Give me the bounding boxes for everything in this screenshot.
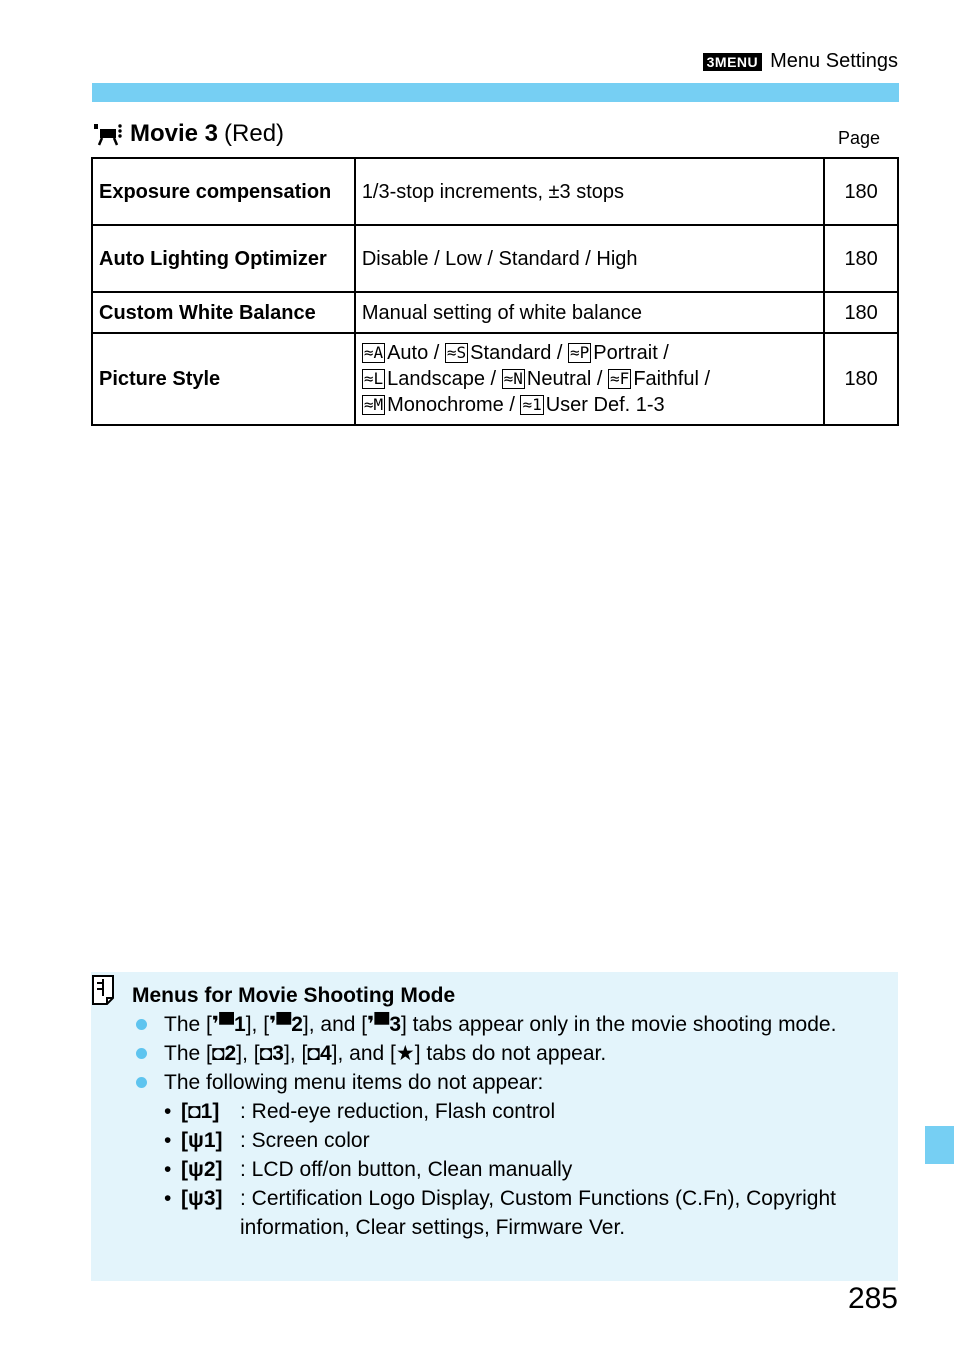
setup-tab-icon: [ψ2]: [181, 1158, 223, 1181]
bullet-icon: [136, 1048, 147, 1059]
style-name: User Def. 1-3: [545, 394, 665, 416]
page-ref: 180: [824, 158, 898, 225]
setup-tab-icon: [ψ3]: [181, 1187, 223, 1210]
movie-tab-icon: ❜▀: [269, 1013, 292, 1036]
list-item: The [❜▀1], [❜▀2], and [❜▀3] tabs appear only in the movie shooting mode.: [91, 1010, 898, 1039]
setting-value: Manual setting of white balance: [355, 292, 824, 333]
list-item: The following menu items do not appear:: [91, 1068, 898, 1097]
section-title: [92, 120, 284, 148]
settings-table: [91, 157, 899, 426]
style-name: Standard: [470, 342, 552, 364]
page-number: 285: [847, 1282, 898, 1315]
picture-style-portrait-icon: ≈P: [570, 343, 590, 362]
setting-label: Auto Lighting Optimizer: [92, 225, 355, 292]
setting-value: Disable / Low / Standard / High: [355, 225, 824, 292]
star-tab-icon: ★: [395, 1042, 415, 1065]
picture-style-landscape-icon: ≈L: [363, 369, 384, 388]
picture-style-standard-icon: ≈S: [446, 343, 467, 362]
picture-style-options: ≈A Auto / ≈S Standard / ≈P Portrait / ≈L Landscape / ≈N Neutral / ≈F Faithful / ≈M Monochrome / ≈1 User Def. 1-3: [355, 333, 824, 425]
note-box: [91, 972, 898, 1281]
picture-style-user-def-icon: ≈1: [522, 395, 542, 414]
style-name: Faithful: [633, 368, 699, 390]
style-name: Portrait: [593, 342, 658, 364]
movie-tab-icon: [92, 121, 124, 147]
picture-style-neutral-icon: ≈N: [503, 369, 523, 388]
style-name: Neutral: [526, 368, 592, 390]
note-title: Menus for Movie Shooting Mode: [132, 984, 456, 1007]
note-icon: [91, 974, 115, 1006]
camera-tab-icon: ◘: [307, 1042, 320, 1065]
setting-label: Exposure compensation: [92, 158, 355, 225]
movie-tab-icon: ❜▀: [211, 1013, 235, 1036]
camera-tab-icon: [◘1]: [181, 1100, 220, 1123]
camera-tab-icon: ◘: [211, 1042, 225, 1065]
menu-icon: 3MENU: [703, 53, 763, 71]
picture-style-monochrome-icon: ≈M: [363, 395, 384, 414]
picture-style-faithful-icon: ≈F: [610, 369, 630, 388]
page-column-label: Page: [838, 128, 881, 148]
header-title: Menu Settings: [770, 50, 898, 72]
setting-label: Picture Style: [92, 333, 355, 425]
style-name: Monochrome: [387, 394, 504, 416]
chapter-side-tab: [925, 1126, 954, 1164]
setting-label: Custom White Balance: [92, 292, 355, 333]
note-list: [91, 1010, 898, 1242]
style-name: Landscape: [387, 368, 485, 390]
page-header: [703, 50, 898, 73]
table-row: [92, 158, 898, 225]
style-name: Auto: [387, 342, 429, 364]
bullet-icon: [136, 1077, 147, 1088]
section-title-main: Movie 3: [130, 120, 219, 147]
picture-style-auto-icon: ≈A: [363, 343, 384, 362]
setup-tab-icon: [ψ1]: [181, 1129, 223, 1152]
page-ref: 180: [824, 292, 898, 333]
setting-value: 1/3-stop increments, ±3 stops: [355, 158, 824, 225]
section-title-suffix: (Red): [224, 120, 285, 147]
camera-tab-icon: ◘: [259, 1042, 273, 1065]
sub-list-item: • [◘1] : Red-eye reduction, Flash control: [91, 1097, 898, 1126]
bullet-icon: [136, 1019, 147, 1030]
page-ref: 180: [824, 333, 898, 425]
table-row: [92, 292, 898, 333]
sub-list-item: • [ψ2] : LCD off/on button, Clean manually: [91, 1155, 898, 1184]
page-ref: 180: [824, 225, 898, 292]
movie-tab-icon: ❜▀: [367, 1013, 390, 1036]
table-row: [92, 333, 898, 425]
sub-list-item: • [ψ3] : Certification Logo Display, Custom Functions (C.Fn), Copyright information, Clear settings, Firmware Ver.: [91, 1184, 898, 1242]
list-item: The [◘2], [◘3], [◘4], and [★] tabs do not appear.: [91, 1039, 898, 1068]
sub-list-item: • [ψ1] : Screen color: [91, 1126, 898, 1155]
table-row: [92, 225, 898, 292]
header-bar: [92, 83, 899, 102]
